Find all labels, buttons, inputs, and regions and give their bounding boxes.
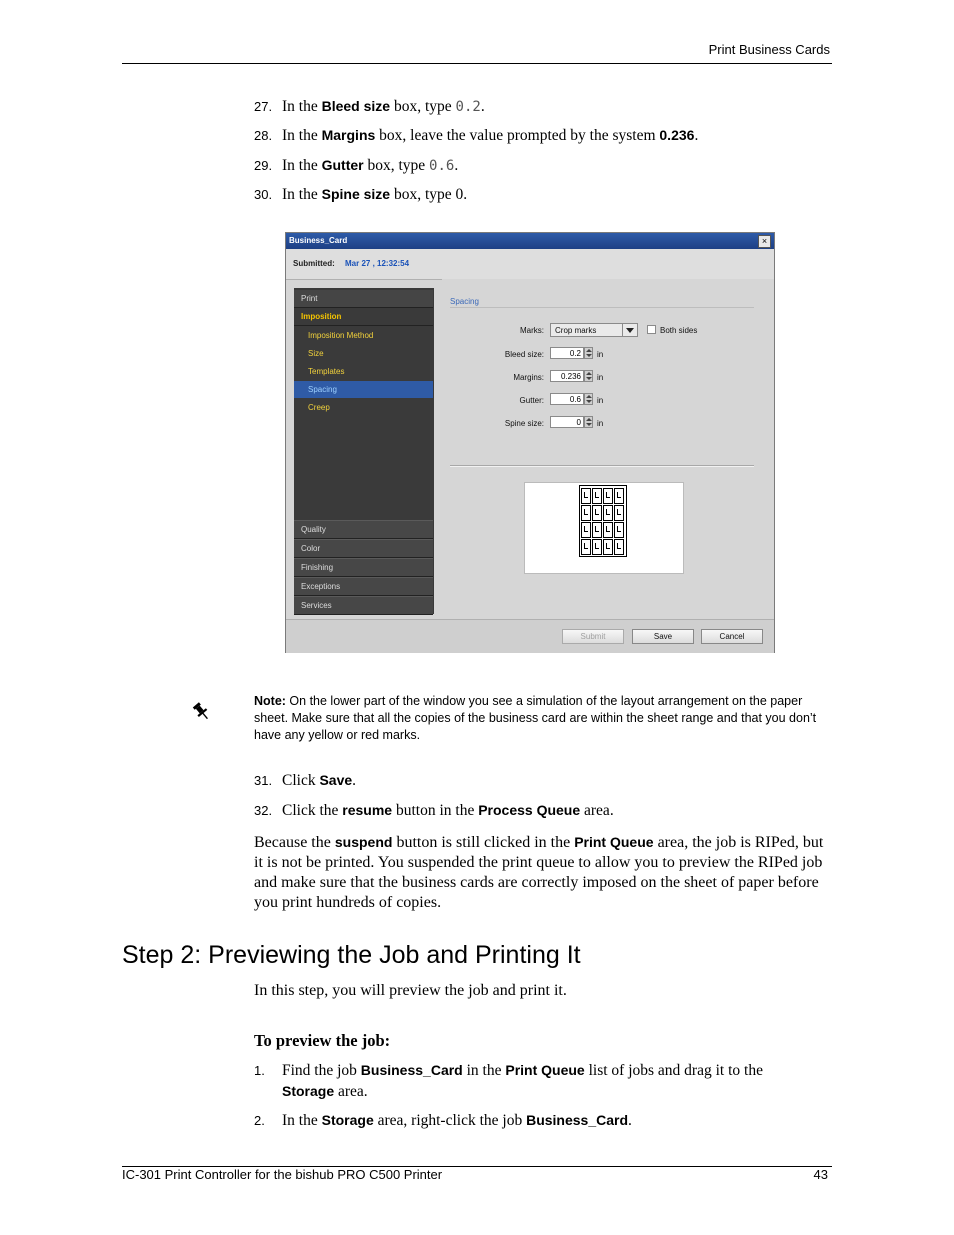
step-text: . [480,98,485,115]
note-text: On the lower part of the window you see a simulation of the layout arrangement on the paper sheet. Make sure that all the copies of the business card are within the sheet range and that you don’t have any yellow or red marks. [254,694,817,742]
cancel-button[interactable]: Cancel [701,629,763,644]
job-properties-window [285,232,775,653]
sidebar-item-label: Size [308,349,324,358]
step-number: 29. [254,158,273,173]
step-text: button in the [392,802,479,819]
sidebar-item-label: Services [301,601,332,610]
sidebar-item-imposition[interactable] [294,308,433,326]
step-bold: Business_Card [526,1112,629,1128]
step-text: area. [580,802,614,819]
sidebar-item-print[interactable] [294,290,433,308]
step-text: . [694,127,699,144]
business-card-thumb [614,539,624,555]
step-text: box, type 0. [390,186,468,203]
sidebar-item-label: Print [301,294,318,303]
business-card-thumb [603,522,613,538]
sidebar-item-color[interactable] [294,539,433,558]
sidebar-item-templates[interactable] [294,363,433,380]
business-card-thumb [581,539,591,555]
para-bold: suspend [334,834,393,850]
step-bold: resume [342,802,393,818]
sidebar-item-label: Spacing [308,385,337,394]
close-icon[interactable]: × [758,235,771,248]
bleed-size-label: Bleed size: [504,350,544,359]
save-button[interactable]: Save [632,629,694,644]
step-text: box, type [390,98,456,115]
gutter-stepper[interactable] [584,393,593,405]
spine-size-label: Spine size: [504,419,544,428]
step-1-continued [282,1083,368,1101]
step-code: 0.2 [455,99,481,115]
header-rule [122,63,832,64]
step-text: Click the [282,802,343,819]
footer-title: IC-301 Print Controller for the bishub PRO C500 Printer [122,1167,443,1182]
submitted-label: Submitted: [293,259,335,268]
margins-label: Margins: [513,373,544,382]
step-bold: Process Queue [478,802,581,818]
sidebar-item-exceptions[interactable] [294,577,433,596]
panel-divider [450,465,754,467]
layout-preview [524,482,684,574]
sidebar-item-services[interactable] [294,596,433,615]
note-label: Note: [254,694,286,708]
business-card-thumb [614,505,624,521]
step-text: In the [282,186,322,203]
panel-rule [450,307,754,308]
sidebar-item-creep[interactable] [294,399,433,416]
running-header: Print Business Cards [708,42,830,57]
step-bold: Business_Card [360,1062,463,1078]
business-card-thumb [614,488,624,504]
step-text: In the [282,127,322,144]
step-text: . [628,1112,632,1129]
step-text: box, type [363,157,430,174]
step-text: In the [282,1112,322,1129]
step-text: . [352,772,357,789]
business-card-thumb [592,488,602,504]
sidebar-item-label: Imposition [301,312,342,321]
step-bold: 0.236 [659,127,695,143]
marks-value: Crop marks [555,326,597,335]
business-card-thumb [592,505,602,521]
step-text: Click [282,772,320,789]
step-text: In the [282,157,322,174]
note-block [254,693,829,744]
submitted-bar [286,249,774,280]
step-2 [254,1112,632,1130]
sidebar-item-label: Color [301,544,321,553]
step-number: 1. [254,1063,265,1078]
step-29 [254,157,458,175]
step-bold: Spine size [321,186,391,202]
step-text: . [454,157,459,174]
step-number: 27. [254,99,273,114]
step-text: In the [282,98,322,115]
submitted-value: Mar 27 , 12:32:54 [345,259,410,268]
settings-sidebar [294,288,434,614]
step-code: 0.6 [429,158,455,174]
spine-size-stepper[interactable] [584,416,593,428]
step-text: area, right-click the job [373,1112,527,1129]
submit-button[interactable]: Submit [562,629,624,644]
gutter-field[interactable]: 0.6 [550,393,584,405]
section-intro: In this step, you will preview the job and print it. [254,982,567,999]
business-card-thumb [592,539,602,555]
sidebar-item-label: Quality [301,525,326,534]
business-card-thumb [581,505,591,521]
sidebar-item-label: Creep [308,403,330,412]
both-sides-checkbox[interactable] [647,325,656,334]
para-bold: Print Queue [574,834,654,850]
business-card-thumb [603,488,613,504]
para-text: Because the [254,834,335,851]
procedure-title: To preview the job: [254,1031,391,1050]
step-number: 28. [254,128,273,143]
page-number: 43 [813,1167,828,1182]
spine-size-field[interactable]: 0 [550,416,584,428]
step-bold: Save [319,772,353,788]
step-text: Find the job [282,1062,361,1079]
business-card-thumb [614,522,624,538]
unit-label: in [597,350,604,359]
chevron-down-icon[interactable] [622,324,637,336]
sidebar-item-spacing[interactable] [294,381,433,398]
gutter-label: Gutter: [519,396,544,405]
window-button-bar [286,619,774,653]
step-bold: Print Queue [505,1062,585,1078]
step-number: 30. [254,187,273,202]
step-bold: Gutter [321,157,364,173]
margins-stepper[interactable] [584,370,593,382]
sidebar-item-label: Imposition Method [308,331,374,340]
step-text: box, leave the value prompted by the system [375,127,660,144]
step-bold: Bleed size [321,98,391,114]
margins-field[interactable]: 0.236 [550,370,584,382]
step-number: 32. [254,803,273,818]
marks-dropdown[interactable] [550,323,638,337]
window-title: Business_Card [289,236,348,245]
unit-label: in [597,396,604,405]
step-bold: Margins [321,127,376,143]
window-titlebar [286,233,774,249]
spacing-panel [442,279,774,619]
paper-sheet [579,485,627,557]
section-heading: Step 2: Previewing the Job and Printing It [122,941,581,969]
step-30 [254,186,467,204]
step-bold: Storage [282,1083,335,1099]
business-card-thumb [581,488,591,504]
marks-label: Marks: [520,326,544,335]
business-card-thumb [581,522,591,538]
business-card-thumb [603,505,613,521]
sidebar-item-imposition-method[interactable] [294,327,433,344]
step-28 [254,127,698,145]
sidebar-item-finishing[interactable] [294,558,433,577]
step-number: 2. [254,1113,265,1128]
unit-label: in [597,419,604,428]
unit-label: in [597,373,604,382]
sidebar-item-quality[interactable] [294,520,433,539]
business-card-thumb [592,522,602,538]
step-31 [254,772,356,790]
step-1 [254,1062,763,1080]
para-text: button is still clicked in the [392,834,575,851]
body-paragraph [254,832,829,913]
sidebar-item-size[interactable] [294,345,433,362]
sidebar-item-label: Finishing [301,563,334,572]
step-text: in the [462,1062,506,1079]
business-card-thumb [603,539,613,555]
step-text: area. [334,1083,368,1100]
pushpin-icon [190,700,212,722]
step-text: list of jobs and drag it to the [584,1062,763,1079]
step-bold: Storage [321,1112,374,1128]
sidebar-item-label: Templates [308,367,345,376]
bleed-size-field[interactable]: 0.2 [550,347,584,359]
bleed-size-stepper[interactable] [584,347,593,359]
both-sides-label: Both sides [660,326,698,335]
step-32 [254,802,614,820]
para-text: area, the job is RIPed, but it is not be printed. You suspended the print queue to allow you to preview the RIPed job and make sure that the business cards are correctly imposed on the sheet of paper before you print hundreds of copies. [254,834,824,911]
step-27 [254,98,485,116]
sidebar-item-label: Exceptions [301,582,341,591]
panel-title: Spacing [450,297,479,306]
step-number: 31. [254,773,273,788]
